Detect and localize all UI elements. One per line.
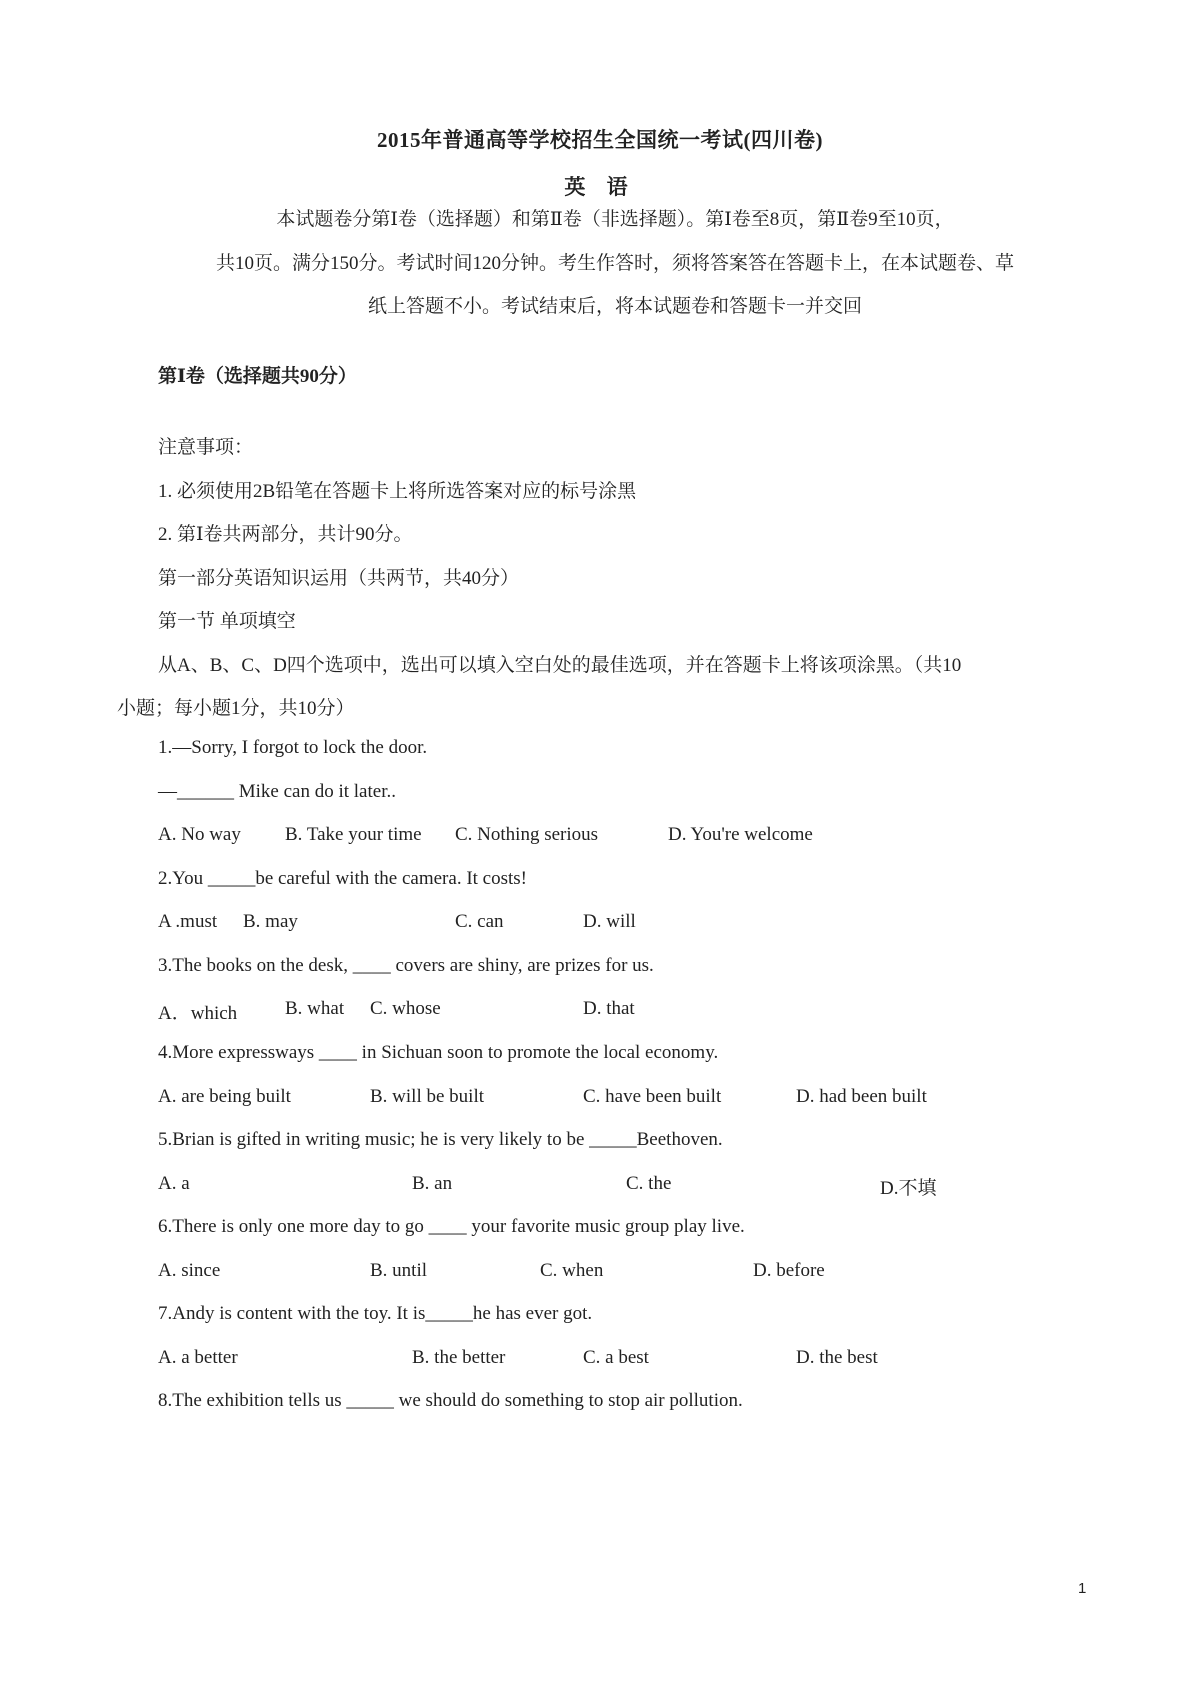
question-5-option-c: C. the — [626, 1173, 672, 1194]
intro-line-3: 纸上答题不小。考试结束后，将本试题卷和答题卡一并交回 — [367, 296, 862, 317]
question-4-stem: 4.More expressways ____ in Sichuan soon to promote the local economy. — [158, 1042, 719, 1063]
question-5-option-a: A. a — [158, 1173, 190, 1194]
question-6-option-c: C. when — [540, 1260, 604, 1281]
question-5-stem: 5.Brian is gifted in writing music; he is very likely to be _____Beethoven. — [158, 1129, 723, 1150]
question-1-option-a: A. No way — [158, 824, 241, 845]
question-5-option-b: B. an — [412, 1173, 453, 1194]
question-8-stem: 8.The exhibition tells us _____ we should do something to stop air pollution. — [158, 1390, 743, 1411]
question-2-option-c: C. can — [455, 911, 504, 932]
part-heading: 第一部分英语知识运用（共两节，共40分） — [158, 568, 520, 589]
question-4-option-d: D. had been built — [796, 1086, 927, 1107]
question-2-option-b: B. may — [243, 911, 298, 932]
question-3-option-a: A．which — [158, 1003, 238, 1024]
question-3-option-b: B. what — [285, 998, 345, 1019]
question-1-stem: 1.—Sorry, I forgot to lock the door. — [158, 737, 428, 758]
intro-line-2: 共10页。满分150分。考试时间120分钟。考生作答时，须将答案答在答题卡上，在本试题卷、草 — [215, 253, 1014, 274]
instruction-line-1: 从A、B、C、D四个选项中，选出可以填入空白处的最佳选项，并在答题卡上将该项涂黑。（共10 — [158, 655, 962, 676]
question-1-response: —______ Mike can do it later.. — [158, 781, 396, 802]
question-6-option-a: A. since — [158, 1260, 221, 1281]
question-7-option-d: D. the best — [796, 1347, 878, 1368]
section-heading: 第Ⅰ卷（选择题共90分） — [158, 366, 357, 387]
question-4-option-a: A. are being built — [158, 1086, 291, 1107]
question-3-option-c: C. whose — [370, 998, 441, 1019]
question-2-stem: 2.You _____be careful with the camera. It costs! — [158, 868, 527, 889]
sub-section-heading: 第一节 单项填空 — [158, 611, 296, 632]
question-3-stem: 3.The books on the desk, ____ covers are shiny, are prizes for us. — [158, 955, 654, 976]
instruction-line-2: 小题；每小题1分，共10分） — [117, 698, 355, 719]
question-1-option-d: D. You're welcome — [668, 824, 813, 845]
question-6-option-b: B. until — [370, 1260, 428, 1281]
intro-line-1: 本试题卷分第Ⅰ卷（选择题）和第Ⅱ卷（非选择题）。第Ⅰ卷至8页，第Ⅱ卷9至10页， — [276, 209, 954, 230]
question-4-option-c: C. have been built — [583, 1086, 722, 1107]
notice-title: 注意事项： — [158, 437, 254, 458]
question-6-stem: 6.There is only one more day to go ____ your favorite music group play live. — [158, 1216, 745, 1237]
exam-title: 2015年普通高等学校招生全国统一考试(四川卷) — [377, 128, 823, 152]
question-7-option-b: B. the better — [412, 1347, 506, 1368]
question-4-option-b: B. will be built — [370, 1086, 484, 1107]
exam-subject: 英 语 — [564, 175, 636, 199]
question-7-option-a: A. a better — [158, 1347, 238, 1368]
question-2-option-a: A .must — [158, 911, 218, 932]
notice-item-2: 2. 第Ⅰ卷共两部分，共计90分。 — [158, 524, 413, 545]
question-3-option-d: D. that — [583, 998, 635, 1019]
question-2-option-d: D. will — [583, 911, 636, 932]
question-1-option-b: B. Take your time — [285, 824, 422, 845]
question-5-option-d: D.不填 — [880, 1178, 937, 1199]
question-6-option-d: D. before — [753, 1260, 825, 1281]
notice-item-1: 1. 必须使用2B铅笔在答题卡上将所选答案对应的标号涂黑 — [158, 481, 637, 502]
page-number: 1 — [1078, 1580, 1087, 1597]
question-1-option-c: C. Nothing serious — [455, 824, 599, 845]
question-7-option-c: C. a best — [583, 1347, 649, 1368]
question-7-stem: 7.Andy is content with the toy. It is_____he has ever got. — [158, 1303, 593, 1324]
